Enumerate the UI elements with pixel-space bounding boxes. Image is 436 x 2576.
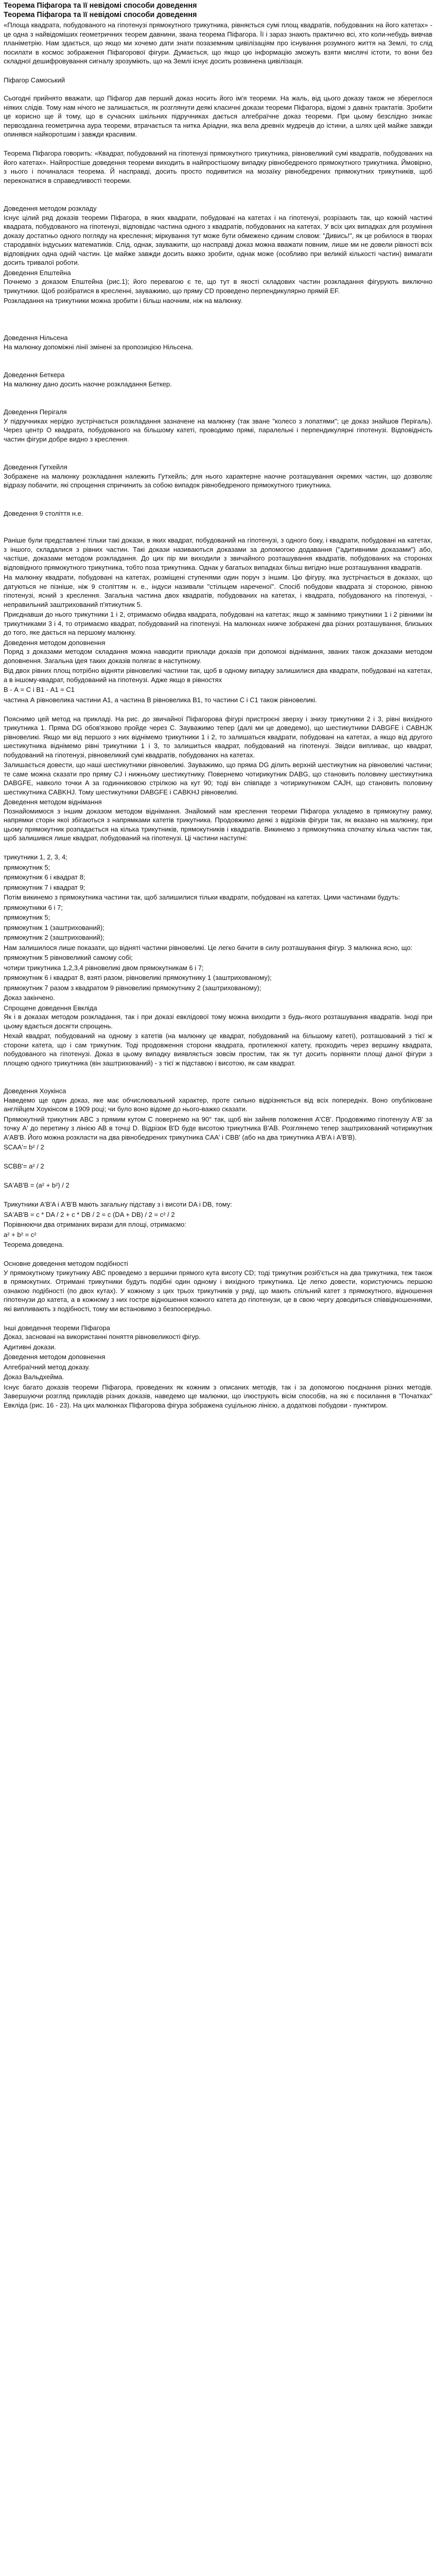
paragraph: трикутники 1, 2, 3, 4;: [4, 853, 67, 861]
document-body: [4, 21, 432, 1410]
paragraph: Почнемо з доказом Епштейна (рис.1); його перевагою є те, що тут в якості складових частин розкладання фігурують виключно трикутники. Щоб розібратися в кресленні, зауважимо, що пряму CD проведено перпендикулярно прямій EF.: [4, 278, 432, 295]
section-heading: Піфагор Самоський: [4, 76, 65, 84]
spacer: [4, 389, 432, 399]
section-heading: Доведення Хоукінса: [4, 1087, 66, 1095]
section-heading: Основне доведення методом подібності: [4, 1260, 128, 1267]
spacer: [4, 1153, 432, 1162]
paragraph: Теорема Піфагора говорить: «Квадрат, побудований на гіпотенузі прямокутного трикутника, рівновеликий сумі квадратів, побудованих на його катетах». Найпростіше доведення теореми виходить в найпростішому випадку рівнобедреного прямокутного трикутника. Ймовірно, з нього і починалася теорема. Й насправді, досить просто подивитися на мозаїку рівнобедрених прямокутних трикутників, щоб переконатися в справедливості теореми.: [4, 149, 432, 184]
spacer: [4, 1078, 432, 1087]
paragraph: прямокутник 5 рівновеликий самому собі;: [4, 954, 133, 961]
paragraph: Потім викинемо з прямокутника частини так, щоб залишилися тільки квадрати, побудовані на катетах. Цими частинами будуть:: [4, 893, 400, 901]
spacer: [4, 491, 432, 500]
paragraph: Трикутники A'B'A і A'B'B мають загальну підставу з і висоти DA і DB, тому:: [4, 1200, 232, 1208]
document-subtitle: Теорема Піфагора та її невідомі способи доведення: [4, 11, 197, 19]
paragraph: На малюнку допоміжні лінії змінені за пропозицією Нільсена.: [4, 343, 194, 351]
paragraph: Доказ закінчено.: [4, 994, 55, 1002]
paragraph: Залишається довести, що наші шестикутники рівновеликі. Зауважимо, що пряма DG ділить верхній шестикутник на рівновеликі частини; те саме можна сказати про пряму CJ і нижньому шестикутнику. Повернемо чотирикутник DABG, що становить половину шестикутника DABGFE, навколо точки A за годинниковою стрілкою на кут 90; тоді він співпаде з чотирикутником CAJH, що становить половину шестикутника CABKHJ. Тому шестикутники DABGFE і CABKHJ рівновеликі.: [4, 761, 432, 796]
paragraph: Розкладання на трикутники можна зробити і більш наочним, ніж на малюнку.: [4, 297, 242, 304]
section-heading: Доведення 9 століття н.е.: [4, 509, 83, 517]
paragraph: прямокутник 2 (заштрихований);: [4, 934, 104, 941]
section-heading: Доведення методом доповнення: [4, 638, 106, 647]
spacer: [4, 445, 432, 454]
paragraph: SA'AB'B = c * DA / 2 + c * DB / 2 = c (DA + DB) / 2 = c² / 2: [4, 1210, 175, 1218]
paragraph: Зображене на малюнку розкладання належить Гутхейль; для нього характерне наочне розташування окремих частин, що дозволяє відразу побачити, які спрощення спричинить за собою випадок рівнобедреного прямокутного трикутника.: [4, 472, 432, 489]
section-heading: Спрощене доведення Евкліда: [4, 1004, 97, 1012]
spacer: [4, 67, 432, 76]
paragraph: Прямокутний трикутник ABC з прямим кутом C повернемо на 90° так, щоб він зайняв положення A'CB'. Продовжимо гіпотенузу A'B' за точку A' до перетину з лінією AB в точці D. Відрізок B'D буде висотою трикутника B'AB. Розглянемо тепер заштрихований чотирикутник A'AB'B. Його можна розкласти на два рівнобедрених трикутника CAA' і CBB' (або на два трикутника A'B'A і A'B'B).: [4, 1115, 432, 1141]
paragraph: Нам залишилося лише показати, що відняті частини рівновеликі. Це легко бачити в силу розташування фігур. З малюнка ясно, що:: [4, 943, 413, 952]
paragraph: На малюнку дано досить наочне розкладання Беткер.: [4, 380, 172, 388]
paragraph: Нехай квадрат, побудований на одному з катетів (на малюнку це квадрат, побудований на більшому катеті), розташований з тієї ж сторони катета, що і сам трикутник. Тоді продовження сторони квадрата, протилежної катету, проходить через вершину квадрата, побудованого на гіпотенузі. Доказ в цьому випадку виявляється зовсім простим, так як тут досить порівняти площі даної фігури з площею одного трикутника (він заштрихований) - з тієї ж підставою і висотою, як сам квадрат.: [4, 1032, 432, 1067]
document-title: Теорема Піфагора та її невідомі способи доведення: [4, 2, 197, 10]
spacer: [4, 195, 432, 205]
spacer: [4, 399, 432, 408]
spacer: [4, 307, 432, 316]
paragraph: Доказ, засновані на використанні поняття рівновеликості фігур.: [4, 1333, 201, 1341]
paragraph: частина А рівновелика частини А1, а частина В рівновелика B1, то частини С і С1 також рівновеликі.: [4, 696, 317, 704]
paragraph: Доведення методом доповнення: [4, 1353, 106, 1361]
spacer: [4, 705, 432, 715]
paragraph: Пояснимо цей метод на прикладі. На рис. до звичайної Піфагорова фігурі пристроєні зверху і знизу трикутники 2 і 3, рівні вихідного трикутника 1. Пряма DG обов'язково пройде через C. Зауважимо тепер (далі ми це доведемо), що шестикутники DABGFE і CABHJK рівновеликі. Якщо ми від першого з них віднімемо трикутники 1 і 2, то залишаться квадрати, побудовані на катетах, а якщо від другого шестикутника віднімемо рівні трикутники 1 і 3, то залишиться квадрат, побудований на гіпотенузі. Звідси випливає, що квадрат, побудований на гіпотенузі, рівновеликий сумі квадратів, побудованих на катетах.: [4, 715, 432, 759]
spacer: [4, 454, 432, 463]
paragraph: a² + b² = c²: [4, 1230, 37, 1239]
section-heading: Доведення Нільсена: [4, 334, 68, 342]
paragraph: Приєднавши до нього трикутники 1 і 2, отримаємо обидва квадрата, побудовані на катетах; якщо ж замінимо трикутники 1 і 2 рівними їм трикутниками 3 і 4, то отримаємо квадрат, побудований на гіпотенузі. На малюнках нижче зображені два різних розташування, близьких до того, яке дається на першому малюнку.: [4, 611, 432, 636]
paragraph: На малюнку квадрати, побудовані на катетах, розміщені ступенями один поруч з іншим. Цю фігуру, яка зустрічається в доказах, що датуються не пізніше, ніж 9 століттям н. е., індуси називали "стільцем нареченої". Спосіб побудови квадрата зі стороною, рівною гіпотенузі, ясний з креслення. Загальна частина двох квадратів, побудованих на катетах, і квадрата, побудованого на гіпотенузі, - неправильний заштрихований п'ятикутник 5.: [4, 573, 432, 608]
paragraph: прямокутники 6 і 7;: [4, 903, 63, 911]
paragraph: прямокутник 1 (заштрихований);: [4, 923, 104, 931]
paragraph: Існує багато доказів теореми Піфагора, проведених як кожним з описаних методів, так і за допомогою поєднання різних методів. Завершуючи розгляд прикладів різних доказів, наведемо ще малюнки, що ілюструють вісім способів, на які є посилання в "Початках" Евкліда (рис. 16 - 23). На цих малюнках Піфагорова фігура зображена суцільною лінією, а додаткові побудови - пунктиром.: [4, 1383, 432, 1409]
paragraph: Алгебраїчний метод доказу.: [4, 1363, 90, 1371]
paragraph: прямокутник 6 і квадрат 8, взяті разом, рівновеликі прямокутнику 1 (заштрихованому);: [4, 974, 272, 981]
paragraph: Познайомимося з іншим доказом методом віднімання. Знайомий нам креслення теореми Піфагора укладемо в прямокутну рамку, напрямки сторін якої збігаються з напрямками катетів трикутника. Продовжимо деякі з відрізків фігури так, як вказано на малюнку, при цьому прямокутник розпадається на кілька трикутників, прямокутників і квадратів. Викинемо з прямокутника спочатку кілька частин так, щоб залишився лише квадрат, побудований на гіпотенузі. Ці частини наступні:: [4, 807, 432, 842]
paragraph: SA'AB'B = (a² + b²) / 2: [4, 1181, 69, 1189]
spacer: [4, 85, 432, 94]
paragraph: Існує цілий ряд доказів теореми Піфагора, в яких квадрати, побудовані на катетах і на гіпотенузі, розрізають так, що кожній частині квадрата, побудованого на гіпотенузі, відповідає частина одного з квадратів, побудованих на катетах. У всіх цих випадках для розуміння доказу достатньо одного погляду на креслення; міркування тут може бути обмежено єдиним словом: "Дивись!", як це робилося в творах стародавніх індуських математиків. Слід, однак, зауважити, що насправді доказ можна вважати повним, лише ми не довели рівності всіх відповідних одна одній частин. Це майже завжди досить важко зробити, однак може (особливо при великій кількості частин) вимагати досить тривалої роботи.: [4, 213, 432, 266]
paragraph: SCBB'= a² / 2: [4, 1162, 44, 1170]
spacer: [4, 352, 432, 362]
section-heading: Доведення Перігаля: [4, 408, 67, 416]
spacer: [4, 315, 432, 325]
paragraph: прямокутник 6 і квадрат 8;: [4, 873, 85, 881]
section-heading: Інші доведення теореми Піфагора: [4, 1324, 110, 1332]
paragraph: Сьогодні прийнято вважати, що Піфагор дав перший доказ носить його ім'я теореми. На жаль, від цього доказу також не збереглося ніяких слідів. Тому нам нічого не залишається, як розглянути деякі класичні докази теореми Піфагора, відомі з давніх трактатів. Зробити це корисно ще й тому, що в сучасних шкільних підручниках дається алгебраїчне доказ теореми. При цьому безслідно зникає первозданна геометрична аура теореми, втрачається та нитка Аріадни, яка вела древніх мудреців до істини, а шлях цей майже завжди опинявся найкоротшим і завжди красивим.: [4, 94, 432, 138]
paragraph: прямокутник 5;: [4, 913, 50, 921]
paragraph: прямокутник 7 разом з квадратом 9 рівновеликі прямокутнику 2 (заштрихованому);: [4, 984, 261, 992]
section-heading: Доведення Беткера: [4, 371, 65, 379]
section-heading: Доведення методом розкладу: [4, 205, 97, 212]
paragraph: Як і в доказах методом розкладання, так і при доказі евклідової тому можна виходити з будь-якого розташування квадратів. Іноді при цьому вдається досягти спрощень.: [4, 1013, 432, 1030]
paragraph: прямокутник 5;: [4, 863, 50, 871]
section-heading: Доведення Епштейна: [4, 268, 71, 277]
spacer: [4, 140, 432, 149]
spacer: [4, 362, 432, 371]
paragraph: В - А = С і В1 - А1 = С1: [4, 686, 75, 693]
section-heading: Доведення Гутхейля: [4, 463, 67, 471]
spacer: [4, 325, 432, 334]
paragraph: чотири трикутника 1,2,3,4 рівновеликі двом прямокутникам 6 і 7;: [4, 963, 204, 972]
spacer: [4, 1069, 432, 1078]
paragraph: прямокутник 7 і квадрат 9;: [4, 883, 85, 891]
paragraph: У прямокутному трикутнику ABC проведемо з вершини прямого кута висоту CD; тоді трикутник розіб'ється на два трикутника, теж також в прямокутних. Отримані трикутники будуть подібні один одному і вихідного трикутника. Це легко довести, користуючись першою ознакою подібності (по двох кутах). У кожному з цих трьох трикутників у ряді, що мають спільний катет з прямокутного, відношення гіпотенузи до катета, а в кожному з них гостре відношення кожного катета до гіпотенузи, це в свою чергу доводиться співвідношеннями, які випливають з подібності, тому ми встановимо з безпосередньо.: [4, 1268, 432, 1313]
paragraph: Раніше були представлені тільки такі докази, в яких квадрат, побудований на гіпотенузі, з одного боку, і квадрати, побудовані на катетах, з іншого, складалися з рівних частин. Такі докази називаються доказами за допомогою додавання ("адитивними доказами") або, частіше, доказами методом розкладання. До цих пір ми виходили з звичайного розташування квадратів, побудованих на сторонах відповідного прямокутного трикутника, тобто поза трикутника. Однак у багатьох випадках більш вигідно інше розташування квадратів.: [4, 536, 432, 571]
paragraph: Теорема доведена.: [4, 1241, 64, 1248]
spacer: [4, 1172, 432, 1181]
paragraph: Доказ Вальдхейма.: [4, 1373, 64, 1381]
document-title-block: [4, 1, 432, 20]
spacer: [4, 527, 432, 536]
spacer: [4, 518, 432, 527]
spacer: [4, 1314, 432, 1324]
section-heading: Доведення методом віднімання: [4, 798, 102, 806]
spacer: [4, 500, 432, 509]
paragraph: У підручниках нерідко зустрічається розкладання зазначене на малюнку (так зване "колесо з лопатями"; це доказ знайшов Перігаль). Через центр O квадрата, побудованого на більшому катеті, проводимо прямі, паралельні і перпендикулярні гіпотенузі. Відповідність частин фігури добре видно з креслення.: [4, 417, 432, 443]
paragraph: SCAA'= b² / 2: [4, 1143, 44, 1151]
spacer: [4, 844, 432, 853]
spacer: [4, 1250, 432, 1260]
paragraph: Наведемо ще один доказ, яке має обчислювальний характер, проте сильно відрізняється від всіх попередніх. Воно опубліковане англійцем Хоукінсом в 1909 році; чи було воно відоме до нього-важко сказати.: [4, 1096, 432, 1113]
paragraph: Поряд з доказами методом складання можна наводити приклади доказів при допомозі віднімання, званих також доказами методом доповнення. Загальна ідея таких доказів полягає в наступному.: [4, 648, 432, 665]
paragraph: «Площа квадрата, побудованого на гіпотенузі прямокутного трикутника, рівняється сумі площ квадратів, побудованих на його катетах» - це одна з найвідоміших геометричних теорем давнини, звана теорема Піфагора. Її і зараз знають практично всі, хто коли-небудь вивчав планіметрію. Нам здається, що якщо ми хочемо дати знати позаземним цивілізаціям про існування розумного життя на Землі, то слід посилати в космос зображення Піфагорової фігури. Думається, що якщо цю інформацію зможуть взяти мислячі істоти, то вони без складної дешифровування сигналу зрозуміють, що на Землі існує досить розвинена цивілізація.: [4, 21, 432, 65]
spacer: [4, 186, 432, 195]
paragraph: Порівнюючи два отриманих вирази для площі, отримаємо:: [4, 1221, 186, 1228]
spacer: [4, 1191, 432, 1200]
paragraph: Від двох рівних площ потрібно відняти рівновеликі частини так, щоб в одному випадку залишилися два квадрати, побудовані на катетах, а в іншому-квадрат, побудований на гіпотенузі. Адже якщо в рівностях: [4, 667, 432, 684]
paragraph: Адитивні докази.: [4, 1343, 57, 1351]
